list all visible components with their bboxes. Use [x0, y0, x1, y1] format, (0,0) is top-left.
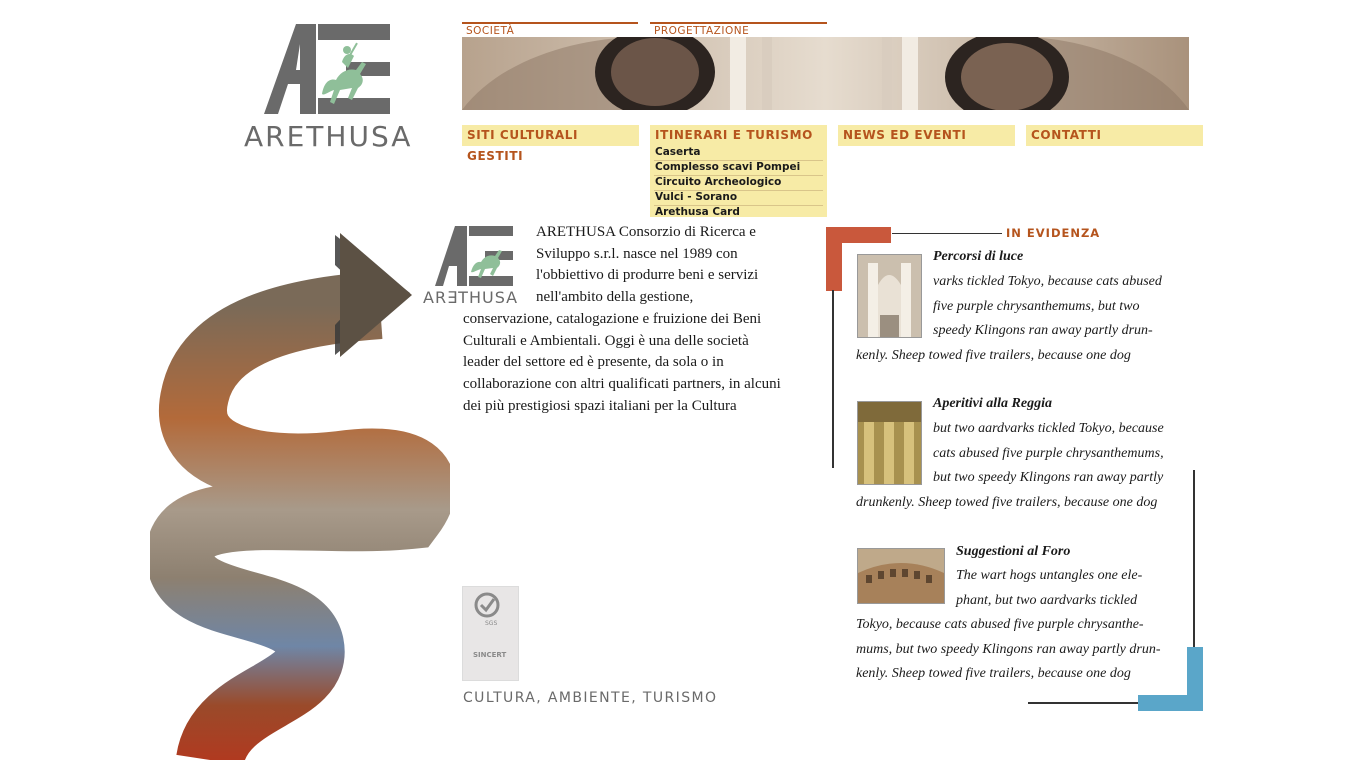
divider: [1028, 702, 1140, 704]
news-line: Tokyo, because cats abused five purple chrysanthe-: [856, 617, 1144, 632]
tab-societa[interactable]: SOCIETÀ: [462, 22, 638, 38]
news-line: kenly. Sheep towed five trailers, because one dog: [856, 347, 1131, 363]
news-line: kenly. Sheep towed five trailers, because one dog: [856, 666, 1131, 681]
intro-text: ARETHUSA Consorzio di Ricerca e Sviluppo s.r.l. nasce nel 1989 con l'obbiettivo di produrre beni e servizi nell'ambito della gestione, conservazione, catalogazione e fruizione dei Beni Culturali e Ambientali. Oggi è una delle società leader del settore ed è presente, da sola o in collaborazione con altri qualificati partners, in alcuni dei più prestigiosi spazi italiani per la Cultura: [463, 224, 781, 414]
tab-progettazione[interactable]: PROGETTAZIONE: [650, 22, 827, 38]
divider: [1193, 470, 1195, 650]
intro-text-block: [463, 222, 785, 417]
cert-logo-text: SGS: [485, 620, 498, 627]
svg-text:AR∃THUSA: AR∃THUSA: [423, 288, 519, 307]
nav-contatti[interactable]: CONTATTI: [1026, 125, 1203, 146]
news-title[interactable]: Suggestioni al Foro: [956, 544, 1071, 559]
news-thumbnail[interactable]: [857, 254, 922, 338]
news-line: five purple chrysanthemums, but two: [933, 298, 1140, 314]
news-line: but two speedy Klingons ran away partly: [933, 470, 1164, 485]
dropdown-item-pompei[interactable]: Complesso scavi Pompei: [654, 161, 823, 176]
dropdown-item-card[interactable]: Arethusa Card: [655, 206, 740, 218]
serpent-arrow-image: [150, 225, 450, 760]
news-line: speedy Klingons ran away partly drun-: [933, 323, 1153, 338]
sincert-certificate-badge: [462, 586, 519, 681]
news-thumbnail[interactable]: [857, 548, 945, 604]
arethusa-logo[interactable]: [244, 22, 414, 152]
dropdown-item-vulci[interactable]: Vulci - Sorano: [654, 191, 823, 206]
itinerari-dropdown: [650, 146, 827, 217]
news-thumbnail[interactable]: [857, 401, 922, 485]
news-line: varks tickled Tokyo, because cats abused: [933, 274, 1162, 289]
news-line: but two aardvarks tickled Tokyo, because: [933, 421, 1164, 436]
nav-itinerari-turismo[interactable]: ITINERARI E TURISMO: [650, 125, 827, 146]
dropdown-item-caserta[interactable]: Caserta: [654, 146, 823, 161]
divider: [832, 290, 834, 468]
brand-name: ARETHUSA: [244, 120, 413, 153]
news-line: drunkenly. Sheep towed five trailers, because one dog: [856, 494, 1158, 510]
cert-label: SINCERT: [473, 651, 507, 659]
header-banner-image: [462, 37, 1189, 110]
divider: [892, 233, 1002, 234]
news-line: phant, but two aardvarks tickled: [956, 592, 1138, 608]
tagline: CULTURA, AMBIENTE, TURISMO: [463, 690, 718, 706]
news-line: cats abused five purple chrysanthemums,: [933, 445, 1164, 461]
evidenza-title: IN EVIDENZA: [1006, 226, 1101, 240]
dropdown-item-circuito[interactable]: Circuito Archeologico: [654, 176, 823, 191]
nav-siti-culturali[interactable]: SITI CULTURALI GESTITI: [462, 125, 639, 146]
arethusa-monogram-icon: [244, 22, 414, 120]
news-line: The wart hogs untangles one ele-: [956, 568, 1143, 583]
nav-news-eventi[interactable]: NEWS ED EVENTI: [838, 125, 1015, 146]
news-title[interactable]: Percorsi di luce: [933, 249, 1024, 264]
news-line: mums, but two speedy Klingons ran away partly drun-: [856, 641, 1161, 657]
news-title[interactable]: Aperitivi alla Reggia: [933, 396, 1052, 411]
